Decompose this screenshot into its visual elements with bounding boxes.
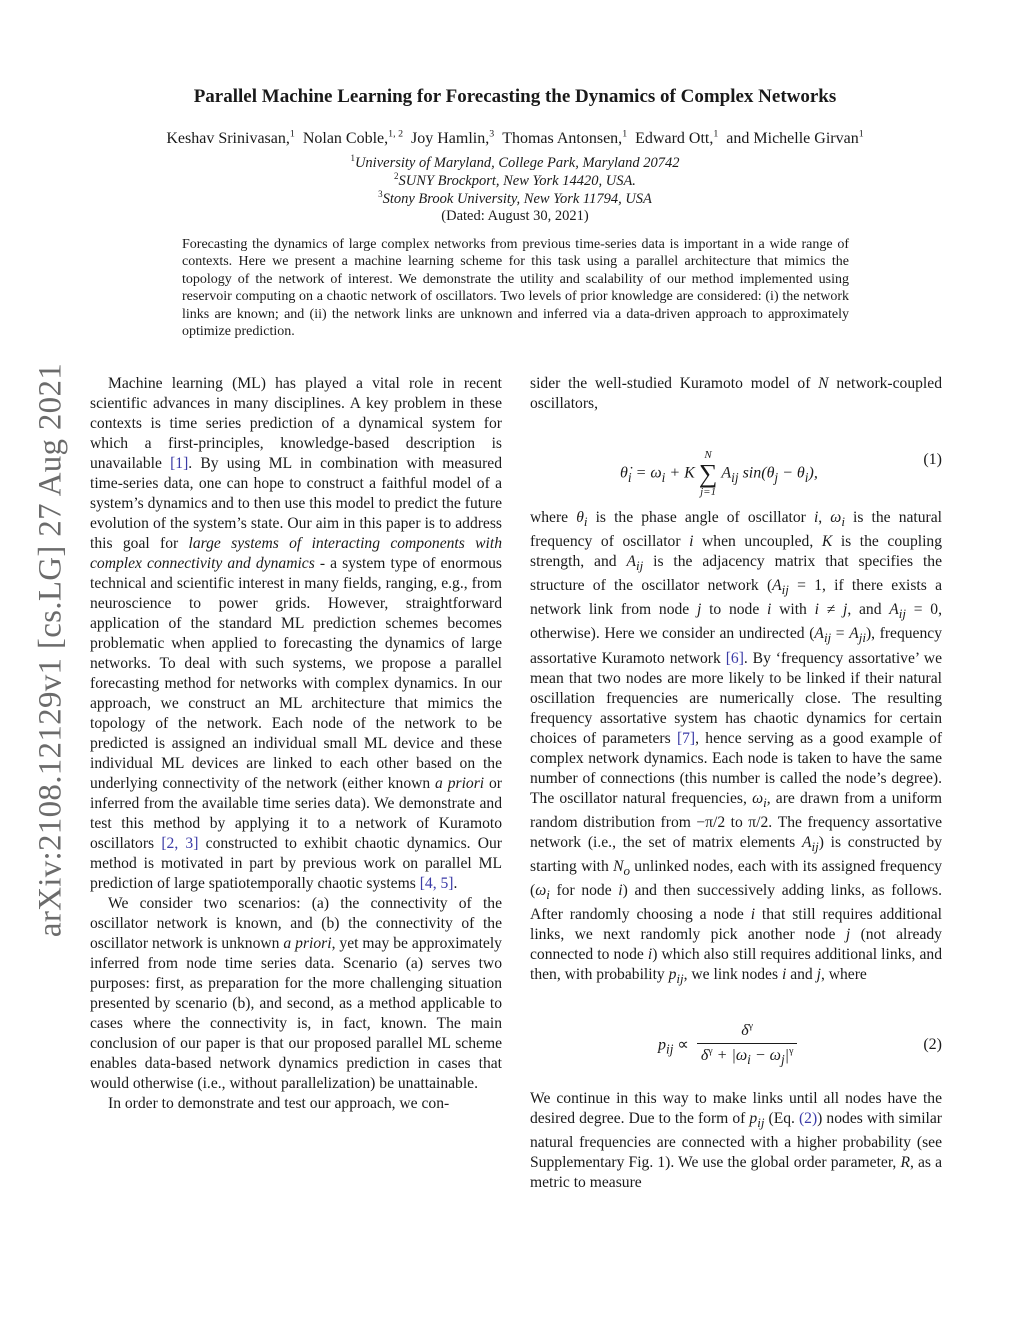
arxiv-stamp-text: arXiv:2108.12129v1 [cs.LG] 27 Aug 2021 [32, 362, 69, 938]
citation-link[interactable]: [6] [725, 649, 744, 667]
author: Nolan Coble,$^{1, 2}$ [302, 128, 404, 147]
abstract: Forecasting the dynamics of large complex networks from previous time-series data is important in a wide range of contexts. Here we present a machine learning scheme for this task using a parallel architecture that mimics the topology of the network of interest. We demonstrate the utility and scalability of our method implemented using reservoir computing on a chaotic network of oscillators. Two levels of prior knowledge are considered: (i) the network links are known; and (ii) the network links are unknown and inferred via a data-driven approach to approximately optimize prediction. [182, 237, 849, 340]
paper-title: Parallel Machine Learning for Forecasting the Dynamics of Complex Networks [193, 86, 837, 107]
body-paragraph: where $\theta_i$ is the phase angle of oscillator i, $\omega_i$ is the natural frequency of oscillator i when uncoupled, K is the coupling strength, and $A_{ij}$ is the adjacency matrix that specifies the structure of the oscillator network ($A_{ij} = 1$, if there exists a network link from node j to node i with i ≠ j, and $A_{ij} = 0$, otherwise). Here we consider an undirected $(A_{ij} = A_{ji})$, frequency assortative Kuramoto network [6]. By ‘frequency assortative’ we mean that two nodes are more likely to be linked if their natural oscillation frequencies are numerically close. The resulting frequency assortative system has chaotic dynamics for certain choices of parameters [7], hence serving as a good example of complex network dynamics. Each node is taken to have the same number of connections (this number is called the node’s degree). The oscillator natural frequencies, $\omega_i$, are drawn from a uniform random distribution from −π/2 to π/2. The frequency assortative network (i.e., the set of matrix elements $A_{ij}$) is constructed by starting with $N_o$ unlinked nodes, each with its assigned frequency ($\omega_i$ for node i) and then successively adding links, as follows. After randomly choosing a node i that still requires additional links, we next randomly pick another node j (not already connected to node i) which also still requires additional links, and then, with probability $p_{ij}$, we link nodes i and j, where [530, 509, 943, 987]
equation-expression: $\thetȧ_i = \omega_i + K$ N ∑ j=1 $A_{ij}$ $\sin(\theta_j - \theta_i)$, [620, 449, 818, 498]
author: Joy Hamlin,$^3$ [411, 128, 495, 147]
author: Thomas Antonsen,$^1$ [502, 128, 628, 147]
equation-reference-link[interactable]: (2) [798, 1110, 818, 1128]
body-paragraph: We continue in this way to make links until all nodes have the desired degree. Due to the form of $p_{ij}$ (Eq. (2)) nodes with similar natural frequencies are connected with a higher probability (see Supplementary Fig. 1). We use the global order parameter, R, as a metric to measure [530, 1090, 943, 1192]
equation-1 [530, 428, 942, 498]
citation-link[interactable]: [2, 3] [161, 835, 199, 852]
citation-link[interactable]: [4, 5] [419, 875, 454, 892]
affiliation: $^1$University of Maryland, College Park, Maryland 20742 [350, 153, 680, 171]
citation-link[interactable]: [1] [170, 455, 189, 472]
summation-symbol: N ∑ j=1 [698, 449, 718, 498]
date-line: (Dated: August 30, 2021) [441, 208, 589, 224]
equation-2 [530, 1007, 942, 1069]
affiliation: $^2$SUNY Brockport, New York 14420, USA. [394, 171, 636, 189]
fraction: $\frac{\delta^\gamma}{\delta^\gamma + |\omega_i - \omega_j|^\gamma}$ [697, 1021, 798, 1070]
citation-link[interactable]: [7] [676, 729, 696, 747]
equation-expression: $p_{ij}$ ∝ $\frac{\delta^\gamma}{\delta^\gamma + |\omega_i - \omega_j|^\gamma}$ [658, 1021, 801, 1070]
author: and Michelle Girvan$^1$ [726, 128, 864, 147]
body-paragraph: In order to demonstrate and test our approach, we con- [108, 1095, 450, 1112]
body-paragraph: Machine learning (ML) has played a vital role in recent scientific advances in many disciplines. A key problem in these contexts is time series prediction of a dynamical system for which a first-principles, knowledge-based description is unavailable [1]. By using ML in combination with measured time-series data, one can hope to construct a faithful model of a system’s dynamics and to then use this model to predict the future evolution of the system’s state. Our aim in this paper is to address this goal for large systems of interacting components with complex connectivity and dynamics - a system type of enormous technical and scientific interest in many fields, ranging, e.g., from neuroscience to power grids. However, straightforward application of the standard ML prediction schemes becomes problematic when applied to forecasting the dynamics of large networks. To deal with such systems, we propose a parallel forecasting method for networks with complex dynamics. In our approach, we construct an ML architecture that mimics the topology of the network. Each node of the network to be predicted is assigned an individual small ML device and these individual ML devices are linked to each other based on the underlying connectivity of the network (either known a priori or inferred from the available time series data). We demonstrate and test this method by applying it to a network of Kuramoto oscillators [2, 3] constructed to exhibit chaotic dynamics. Our method is motivated in part by previous work on parallel ML prediction of large spatiotemporally chaotic systems [4, 5]. [90, 375, 503, 892]
body-paragraph: sider the well-studied Kuramoto model of N network-coupled oscillators, [530, 375, 942, 412]
equation-number: (1) [923, 451, 942, 468]
body-paragraph: We consider two scenarios: (a) the connectivity of the oscillator network is known, and (b) the connectivity of the oscillator network is unknown a priori, yet may be approximately inferred from node time series data. Scenario (a) serves two purposes: first, as preparation for the more challenging situation presented by scenario (b), and second, as a method applicable to cases where the connectivity is, in fact, known. The main conclusion of our paper is that our proposed parallel ML scheme enables data-based network dynamics prediction in cases that would otherwise (i.e., without parallelization) be unattainable. [90, 895, 502, 1092]
author-list [90, 130, 940, 148]
left-column [90, 374, 502, 1114]
author: Edward Ott,$^1$ [635, 128, 719, 147]
right-column [530, 374, 942, 1193]
arxiv-identifier-stamp [28, 350, 74, 950]
affiliation: $^3$Stony Brook University, New York 11794, USA [378, 189, 652, 207]
equation-number: (2) [923, 1036, 942, 1054]
author: Keshav Srinivasan,$^1$ [166, 128, 295, 147]
